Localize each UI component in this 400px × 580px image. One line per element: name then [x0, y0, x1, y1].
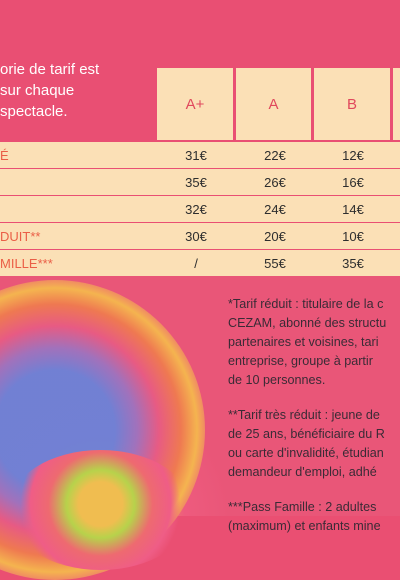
note-line: entreprise, groupe à partir	[228, 354, 373, 368]
column-header-next	[393, 68, 400, 140]
note-line: ***Pass Famille : 2 adultes	[228, 500, 377, 514]
note-line: (maximum) et enfants mine	[228, 519, 381, 533]
table-row	[0, 196, 400, 222]
note-line: partenaires et voisines, tari	[228, 335, 379, 349]
decorative-blob	[8, 450, 193, 570]
table-row	[0, 223, 400, 249]
price-cell: /	[194, 255, 198, 271]
column-header-b: B	[314, 68, 390, 140]
column-header-a-plus: A+	[157, 68, 233, 140]
note-family-pass	[228, 498, 400, 536]
note-line: CEZAM, abonné des structu	[228, 316, 387, 330]
note-line: demandeur d'emploi, adhé	[228, 465, 377, 479]
price-cell: 10€	[342, 228, 364, 244]
price-cell: 14€	[342, 201, 364, 217]
note-reduced	[228, 295, 400, 390]
tariff-notes	[228, 295, 400, 552]
note-line: *Tarif réduit : titulaire de la c	[228, 297, 384, 311]
column-header-a: A	[236, 68, 311, 140]
note-very-reduced	[228, 406, 400, 482]
price-cell: 22€	[264, 147, 286, 163]
price-cell: 32€	[185, 201, 207, 217]
price-cell: 30€	[185, 228, 207, 244]
note-line: de 10 personnes.	[228, 373, 326, 387]
note-line: de 25 ans, bénéficiaire du R	[228, 427, 385, 441]
row-label: MILLE***	[0, 255, 53, 271]
price-cell: 12€	[342, 147, 364, 163]
price-cell: 24€	[264, 201, 286, 217]
price-cell: 26€	[264, 174, 286, 190]
price-cell: 35€	[342, 255, 364, 271]
price-cell: 55€	[264, 255, 286, 271]
intro-line: orie de tarif est	[0, 61, 100, 78]
table-row	[0, 250, 400, 276]
intro-line: spectacle.	[0, 103, 68, 120]
price-cell: 31€	[185, 147, 207, 163]
row-label: É	[0, 147, 9, 163]
note-line: **Tarif très réduit : jeune de	[228, 408, 380, 422]
price-cell: 35€	[185, 174, 207, 190]
row-label: DUIT**	[0, 228, 41, 244]
price-cell: 20€	[264, 228, 286, 244]
table-row	[0, 142, 400, 168]
intro-text	[0, 59, 150, 122]
note-line: ou carte d'invalidité, étudian	[228, 446, 384, 460]
intro-line: sur chaque	[0, 82, 75, 99]
table-row	[0, 169, 400, 195]
price-cell: 16€	[342, 174, 364, 190]
